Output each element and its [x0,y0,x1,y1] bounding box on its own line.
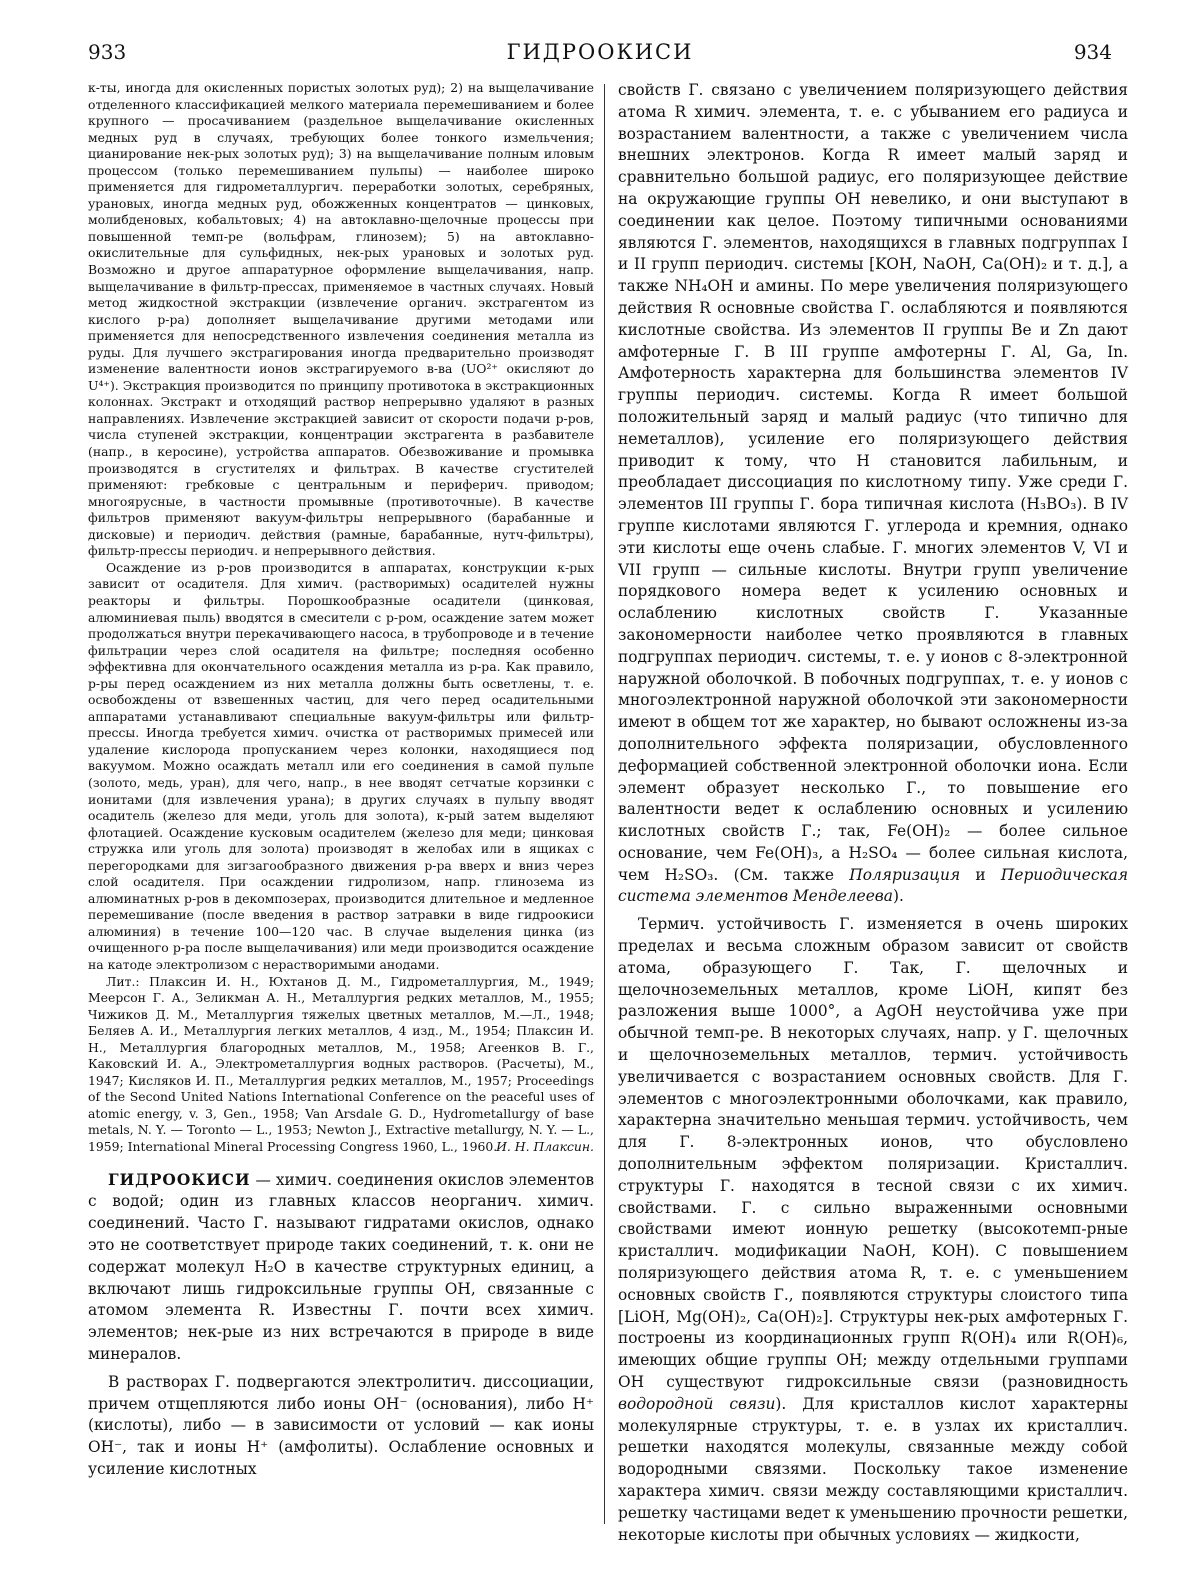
paragraph-thermal-stability [618,914,1128,1546]
cross-ref-and: и [960,865,1001,884]
entry-intro-paragraph [88,1170,594,1366]
entry-paragraph-dissociation: В растворах Г. подвергаются электролитич. диссоциации, причем отщепляются либо ионы OH⁻ (основания), либо H⁺ (кислоты), либо — в зависимости от условий — как ионы OH⁻, так и ионы H⁺ (амфолиты). Ослабление основных и усиление кислотных [88,1372,594,1478]
paragraph-basicity-text: свойств Г. связано с увеличением поляризующего действия атома R химич. элемента, т. е. с убыванием его радиуса и возрастанием валентности, а также с увеличением числа внешних электронов. Когда R имеет малый заряд и сравнительно большой радиус, его поляризующее действие на окружающие группы OH невелико, и они выступают в соединении как целое. Поэтому типичными основаниями являются Г. элементов, находящихся в главных подгруппах I и II групп периодич. системы [KOH, NaOH, Ca(OH)₂ и т. д.], а также NH₄OH и амины. По мере увеличения поляризующего действия R основные свойства Г. ослабляются и появляются кислотные свойства. Из элементов II группы Be и Zn дают амфотерные Г. В III группе амфотерны Г. Al, Ga, In. Амфотерность характерна для большинства элементов IV группы периодич. системы. Когда R имеет большой положительный заряд и малый радиус (что типично для неметаллов), усиление его поляризующего действия приводит к тому, что H становится лабильным, и преобладает диссоциация по кислотному типу. Уже среди Г. элементов III группы Г. бора типичная кислота (H₃BO₃). В IV группе кислотами являются Г. углерода и кремния, однако эти кислоты еще очень слабые. Г. многих элементов V, VI и VII групп — сильные кислоты. Внутри групп увеличение порядкового номера ведет к усилению основных и ослаблению кислотных свойств Г. Указанные закономерности наиболее четко проявляются в главных подгруппах периодич. системы, т. е. у ионов с 8-электронной наружной оболочкой. В побочных подгруппах, т. е. у ионов с многоэлектронной наружной оболочкой эти закономерности имеют в общем тот же характер, но бывают осложнены из-за дополнительного эффекта поляризации, обусловленного деформацией собственной электронной оболочки иона. Если элемент образует несколько Г., то повышение его валентности ведет к ослаблению основных и усилению кислотных свойств Г.; так, Fe(OH)₂ — более сильное основание, чем Fe(OH)₃, а H₂SO₄ — более сильная кислота, чем H₂SO₃. (См. также [618,81,1128,884]
cross-ref-periodic-system[interactable]: Периодическая система элементов Менделеева [618,865,1129,906]
cross-ref-hydrogen-bond[interactable]: водородной связи [618,1394,776,1413]
continued-article [88,80,594,1156]
literature-list: Лит.: Плаксин И. Н., Юхтанов Д. М., Гидрометаллургия, М., 1949; Меерсон Г. А., Зеликман А. Н., Металлургия редких металлов, М., 1955; Чижиков Д. М., Металлургия тяжелых цветных металлов, М.—Л., 1948; Беляев А. И., Металлургия легких металлов, 4 изд., М., 1954; Плаксин И. Н., Металлургия благородных металлов, М., 1958; Агеенков В. Г., Каковский И. А., Электрометаллургия водных растворов. (Расчеты), М., 1947; Кисляков И. П., Металлургия редких металлов, М., 1957; Proceedings of the Second United Nations International Conference on the peaceful uses of atomic energy, v. 3, Gen., 1958; Van Arsdale G. D., Hydrometallurgy of base metals, N. Y. — Toronto — L., 1953; Newton J., Extractive metallurgy, N. Y. — L., 1959; International Mineral Processing Congress 1960, L., 1960. [88,973,594,1154]
page-header [88,40,1112,74]
paragraph-thermal-text: Термич. устойчивость Г. изменяется в очень широких пределах и весьма сложным образом зависит от свойств атома, образующего Г. Так, Г. щелочных и щелочноземельных металлов, кроме LiOH, кипят без разложения выше 1000°, а AgOH неустойчива уже при обычной темп-ре. В некоторых случаях, напр. у Г. щелочных и щелочноземельных металлов, термич. устойчивость увеличивается с возрастанием основных свойств. Для Г. элементов с многоэлектронными оболочками, как правило, характерна значительно меньшая термич. устойчивость, чем для Г. 8-электронных ионов, что обусловлено дополнительным эффектом поляризации. Кристаллич. структуры Г. находятся в тесной связи с их химич. свойствами. Г. с сильно выраженными основными свойствами имеют ионную решетку (высокотемп-рные кристаллич. модификации NaOH, KOH). С повышением поляризующего действия атома R, т. е. с уменьшением основных свойств Г., появляются структуры слоистого типа [LiOH, Mg(OH)₂, Ca(OH)₂]. Структуры нек-рых амфотерных Г. построены из координационных групп R(OH)₄ или R(OH)₆, имеющих общие группы OH; между отдельными группами OH существуют гидроксильные связи (разновидность [618,915,1128,1392]
entry-heading: ГИДРООКИСИ [108,1170,251,1189]
page-number-right: 934 [1073,40,1112,64]
paragraph-basicity [618,80,1128,908]
entry-hydroxides [88,1170,594,1481]
running-title: ГИДРООКИСИ [506,40,694,64]
article-author: И. Н. Плаксин. [496,1139,594,1154]
right-column [618,80,1128,1546]
page-number-left: 933 [88,40,127,64]
paragraph-basicity-end: ). [892,887,904,906]
paragraph-leaching: к-ты, иногда для окисленных пористых золотых руд); 2) на выщелачивание отделенного классификацией мелкого материала перемешиванием и более крупного — просачиванием (раздельное выщелачивание окисленных медных руд в случаях, требующих более тонкого измельчения; цианирование нек-рых золотых руд); 3) на выщелачивание полным иловым процессом (только перемешиванием пульпы) — наиболее широко применяется для гидрометаллургич. переработки золотых, серебряных, урановых, иногда медных руд, обожженных концентратов — цинковых, молибденовых, кобальтовых; 4) на автоклавно-щелочные процессы при повышенной темп-ре (вольфрам, глинозем); 5) на автоклавно-окислительные для сульфидных, нек-рых урановых и золотых руд. Возможно и другое аппаратурное оформление выщелачивания, напр. выщелачивание в фильтр-прессах, применяемое в частных случаях. Новый метод жидкостной экстракции (извлечение органич. экстрагентом из кислого р-ра) дополняет выщелачивание другими методами или применяется для непосредственного извлечения соединения металла из руды. Для лучшего экстрагирования иногда предварительно производят изменение валентности ионов экстрагируемого в-ва (UO²⁺ окисляют до U⁴⁺). Экстракция производится по принципу противотока в экстракционных колоннах. Экстракт и отходящий раствор непрерывно удаляют в разных направлениях. Извлечение экстракцией зависит от скорости подачи р-ров, числа ступеней экстракции, концентрации экстрагента в разбавителе (напр., в керосине), устройства аппаратов. Обезвоживание и промывка производятся в сгустителях и фильтрах. В качестве сгустителей применяют: гребковые с центральным и периферич. приводом; многоярусные, в частности промывные (противоточные). В качестве фильтров применяют вакуум-фильтры непрерывного (барабанные и дисковые) и периодич. действия (рамные, барабанные, нутч-фильтры), фильтр-прессы периодич. и непрерывного действия. [88,80,594,559]
paragraph-precipitation: Осаждение из р-ров производится в аппаратах, конструкции к-рых зависит от осадителя. Для химич. (растворимых) осадителей нужны реакторы и фильтры. Порошкообразные осадители (цинковая, алюминиевая пыль) вводятся в смесители с р-ром, осаждение затем может продолжаться внутри перекачивающего насоса, в трубопроводе и в течение фильтрации через слой осадителя на фильтре; последняя особенно эффективна для окончательного осаждения металла из р-ра. Как правило, р-ры перед осаждением из них металла должны быть осветлены, т. е. освобождены от взвешенных частиц, для чего перед осадительными аппаратами устанавливают специальные вакуум-фильтры или фильтр-прессы. Иногда требуется химич. очистка от растворимых примесей или удаление кислорода пропусканием через колонки, находящиеся под вакуумом. Можно осаждать металл или его соединения в самой пульпе (золото, медь, уран), для чего, напр., в нее вводят сетчатые корзинки с ионитами (для извлечения урана); в других случаях в пульпу вводят осадитель (железо для меди, уголь для золота), к-рый затем выделяют флотацией. Осаждение кусковым осадителем (железо для меди; цинковая стружка или уголь для золота) производят в желобах или в ящиках с перегородками для зигзагообразного движения р-ра вверх и вниз через слой осадителя. При осаждении гидролизом, напр. глинозема из алюминатных р-ров в декомпозерах, производится длительное и медленное перемешивание (после введения в раствор затравки в виде гидроокиси алюминия) в течение 100—120 час. В случае выделения цинка (из очищенного р-ра после выщелачивания) или меди производится осаждение на катоде электролизом с нерастворимыми анодами. [88,559,594,972]
entry-intro-text: — химич. соединения окислов элементов с водой; один из главных классов неорганич. химич. соединений. Часто Г. называют гидратами окислов, однако это не соответствует природе таких соединений, т. к. они не содержат молекул H₂O в качестве структурных единиц, а включают лишь гидроксильные группы OH, связанные с атомом элемента R. Известны Г. почти всех химич. элементов; нек-рые из них встречаются в природе в виде минералов. [88,1170,594,1363]
cross-ref-polarization[interactable]: Поляризация [849,865,961,884]
paragraph-thermal-end: ). Для кристаллов кислот характерны молекулярные структуры, т. е. в узлах их кристаллич. решетки находятся молекулы, связанные между собой водородными связями. Поскольку такое изменение характера химич. связи между составляющими кристаллич. решетку частицами ведет к уменьшению прочности решетки, некоторые кислоты при обычных условиях — жидкости, [618,1394,1128,1544]
column-divider [604,84,605,1524]
left-column [88,80,594,1481]
